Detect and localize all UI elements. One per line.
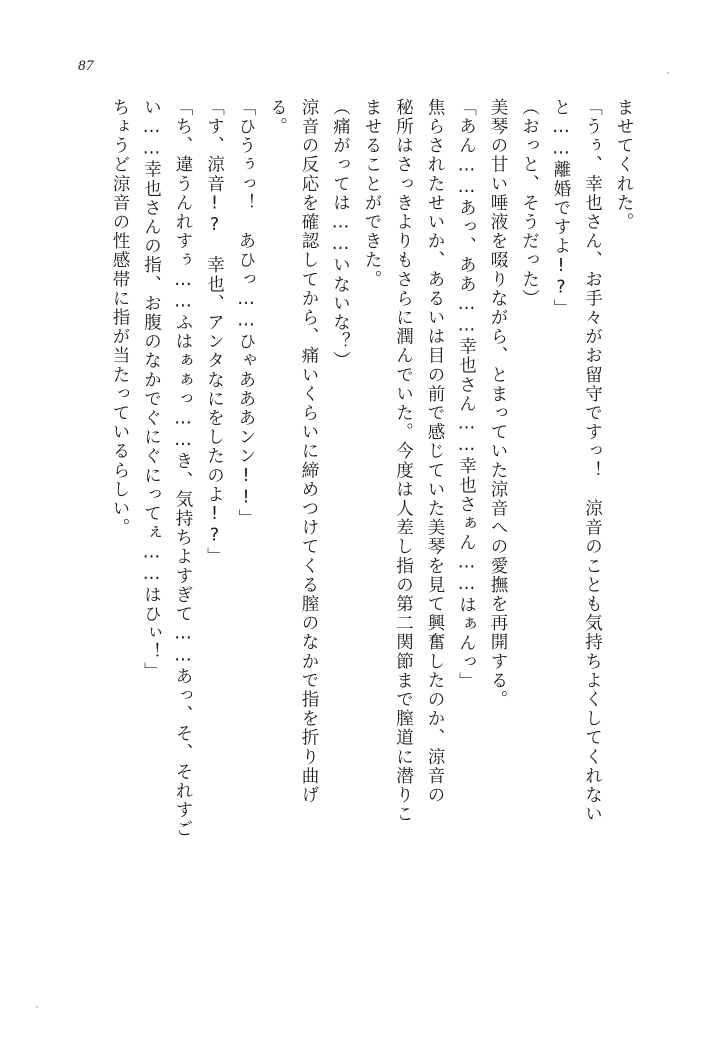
text-line: （痛がっては……いないな？）: [330, 98, 351, 371]
text-line: 焦らされたせいか、あるいは目の前で感じていた美琴を見て興奮したのか、涼音の: [425, 98, 445, 805]
text-line: 涼音の反応を確認してから、痛いくらいに締めつけてくる膣のなかで指を折り曲げ: [299, 98, 319, 805]
text-line: ちょうど涼音の性感帯に指が当たっているらしい。: [110, 98, 130, 538]
text-line: 「うぅ、幸也さん、お手々がお留守ですっ！ 涼音のことも気持ちよくしてくれない: [582, 98, 603, 824]
text-line: 「ひうぅっ！ あひっ……ひゃあああンン!!」: [236, 98, 256, 529]
page-number: 87: [78, 58, 94, 74]
text-line: ませてくれた。: [614, 98, 634, 232]
page-body-text: [59, 98, 639, 978]
text-line: 「あん……あっ、ああ……幸也さん……幸也さぁん……はぁんっ」: [456, 98, 477, 691]
text-line: ませることができた。: [362, 98, 382, 289]
text-line: と……離婚ですよ!?」: [551, 98, 571, 319]
text-line: 「ち、違うんれすぅ……ふはぁぁっ……き、気持ちよすぎて……あっ、そ、それすご: [173, 98, 193, 839]
text-line: い……幸也さんの指、お腹のなかでぐにぐにってぇ……はひぃ！」: [141, 98, 162, 681]
corner-mark-top-right: [667, 72, 669, 74]
text-line: （おっと、そうだった）: [519, 98, 540, 309]
corner-mark-bottom-left: [36, 1006, 38, 1008]
text-line: る。: [267, 98, 288, 137]
text-line: 秘所はさっきよりもさらに潤んでいた。今度は人差し指の第二関節まで膣道に潜りこ: [393, 98, 414, 824]
text-line: 「す、涼音!? 幸也、アンタなにをしたのよ!?」: [204, 98, 225, 567]
text-line: 美琴の甘い唾液を啜りながら、とまっていた涼音への愛撫を再開する。: [488, 98, 508, 710]
